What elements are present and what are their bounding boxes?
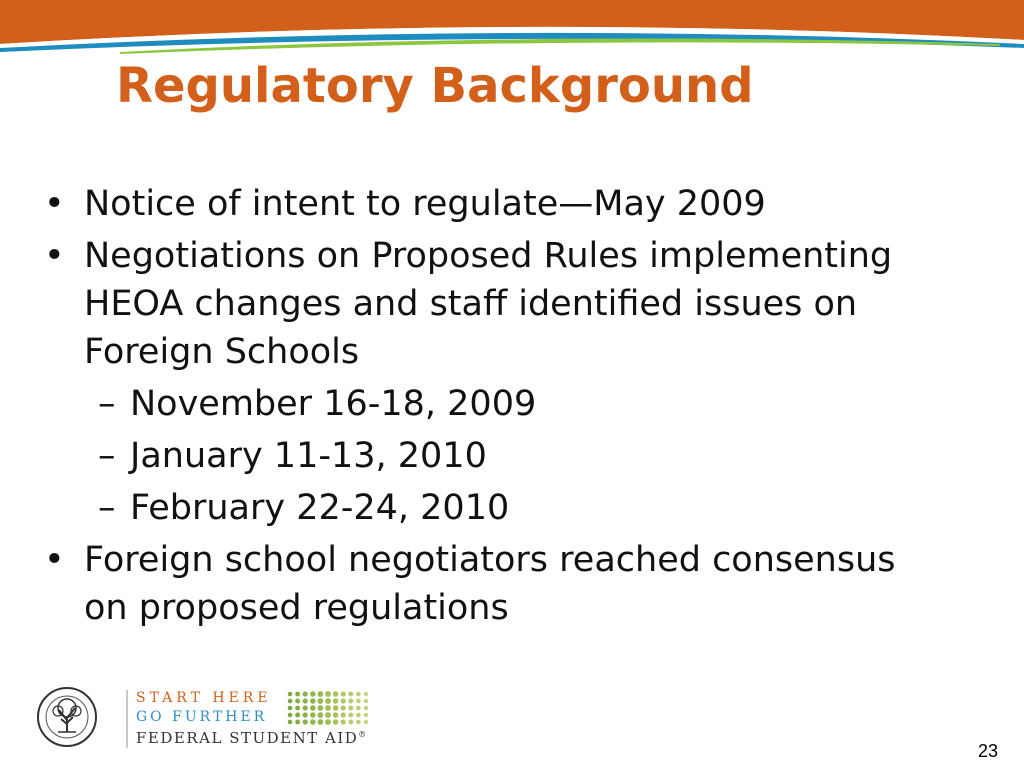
logo-dot [333, 691, 339, 697]
dot-grid-icon [286, 690, 370, 726]
logo-dot [341, 719, 346, 724]
bullet-marker: • [44, 184, 65, 224]
logo-dot [325, 705, 331, 711]
logo-dot [303, 698, 308, 703]
logo-dot [341, 698, 346, 703]
logo-dot [325, 698, 331, 704]
logo-dot [317, 719, 323, 725]
logo-dot [310, 691, 316, 697]
logo-dot [325, 691, 331, 697]
logo-dot [310, 712, 316, 718]
logo-dot [364, 713, 368, 717]
sub-bullet-item [40, 380, 940, 428]
sub-bullet-text: November 16-18, 2009 [130, 384, 537, 424]
logo-dot [348, 692, 353, 697]
logo-dot [303, 705, 308, 710]
logo-dot [348, 713, 353, 718]
logo-dot [356, 699, 361, 704]
logo-dot [364, 692, 368, 696]
bullet-item [40, 180, 940, 228]
bullet-text: Negotiations on Proposed Rules implementing HEOA changes and staff identified issues on Foreign Schools [84, 236, 893, 372]
logo-dot [333, 698, 339, 704]
logo-dot [364, 699, 368, 703]
slide-title: Regulatory Background [116, 58, 754, 114]
logo-dot [310, 719, 316, 725]
bullet-item [40, 232, 940, 376]
federal-student-aid-logo [30, 686, 368, 752]
logo-dot [295, 692, 300, 697]
logo-dot [295, 699, 300, 704]
dash-marker: – [98, 384, 116, 424]
logo-dot [333, 719, 339, 725]
sub-bullet-item [40, 432, 940, 480]
logo-dot [295, 720, 300, 725]
registered-mark: ® [358, 730, 368, 739]
logo-dot [288, 692, 293, 697]
logo-dot [364, 706, 368, 710]
logo-dot [295, 713, 300, 718]
logo-dot [341, 691, 346, 696]
logo-dot [288, 720, 293, 725]
bullet-marker: • [44, 540, 65, 580]
logo-dot [288, 706, 293, 711]
page-number: 23 [977, 741, 998, 761]
logo-dot [356, 692, 361, 697]
bullet-text: Foreign school negotiators reached consensus on proposed regulations [84, 540, 896, 628]
logo-dot [348, 706, 353, 711]
logo-dot [288, 699, 293, 704]
dash-marker: – [98, 436, 116, 476]
logo-dot [310, 698, 316, 704]
sub-bullet-item [40, 484, 940, 532]
logo-dot [364, 720, 368, 724]
logo-dot [303, 691, 308, 696]
department-of-education-seal-icon [36, 686, 98, 748]
logo-dot [295, 706, 300, 711]
top-banner [0, 0, 1024, 60]
logo-dot [333, 705, 339, 711]
logo-federal-student-aid [136, 729, 368, 747]
logo-tagline-start: START HERE [136, 690, 272, 706]
logo-dot [317, 691, 323, 697]
bullet-list [40, 180, 940, 636]
bullet-text: Notice of intent to regulate—May 2009 [84, 184, 766, 224]
dash-marker: – [98, 488, 116, 528]
logo-dot [325, 719, 331, 725]
logo-dot [317, 698, 323, 704]
logo-dot [356, 720, 361, 725]
bullet-item [40, 536, 940, 632]
logo-dot [310, 705, 316, 711]
logo-name-text: FEDERAL STUDENT AID [136, 729, 359, 747]
logo-dot [288, 713, 293, 718]
logo-dot [356, 713, 361, 718]
logo-dot [303, 712, 308, 717]
logo-dot [348, 720, 353, 725]
bullet-marker: • [44, 236, 65, 276]
logo-dot [348, 699, 353, 704]
logo-dot [356, 706, 361, 711]
logo-dot [341, 712, 346, 717]
logo-dot [333, 712, 339, 718]
logo-tagline-further: GO FURTHER [136, 709, 268, 725]
logo-dot [303, 719, 308, 724]
sub-bullet-text: January 11-13, 2010 [130, 436, 487, 476]
logo-dot [317, 705, 323, 711]
logo-dot [317, 712, 323, 718]
logo-divider [126, 690, 128, 748]
sub-bullet-text: February 22-24, 2010 [130, 488, 510, 528]
logo-dot [325, 712, 331, 718]
logo-dot [341, 705, 346, 710]
